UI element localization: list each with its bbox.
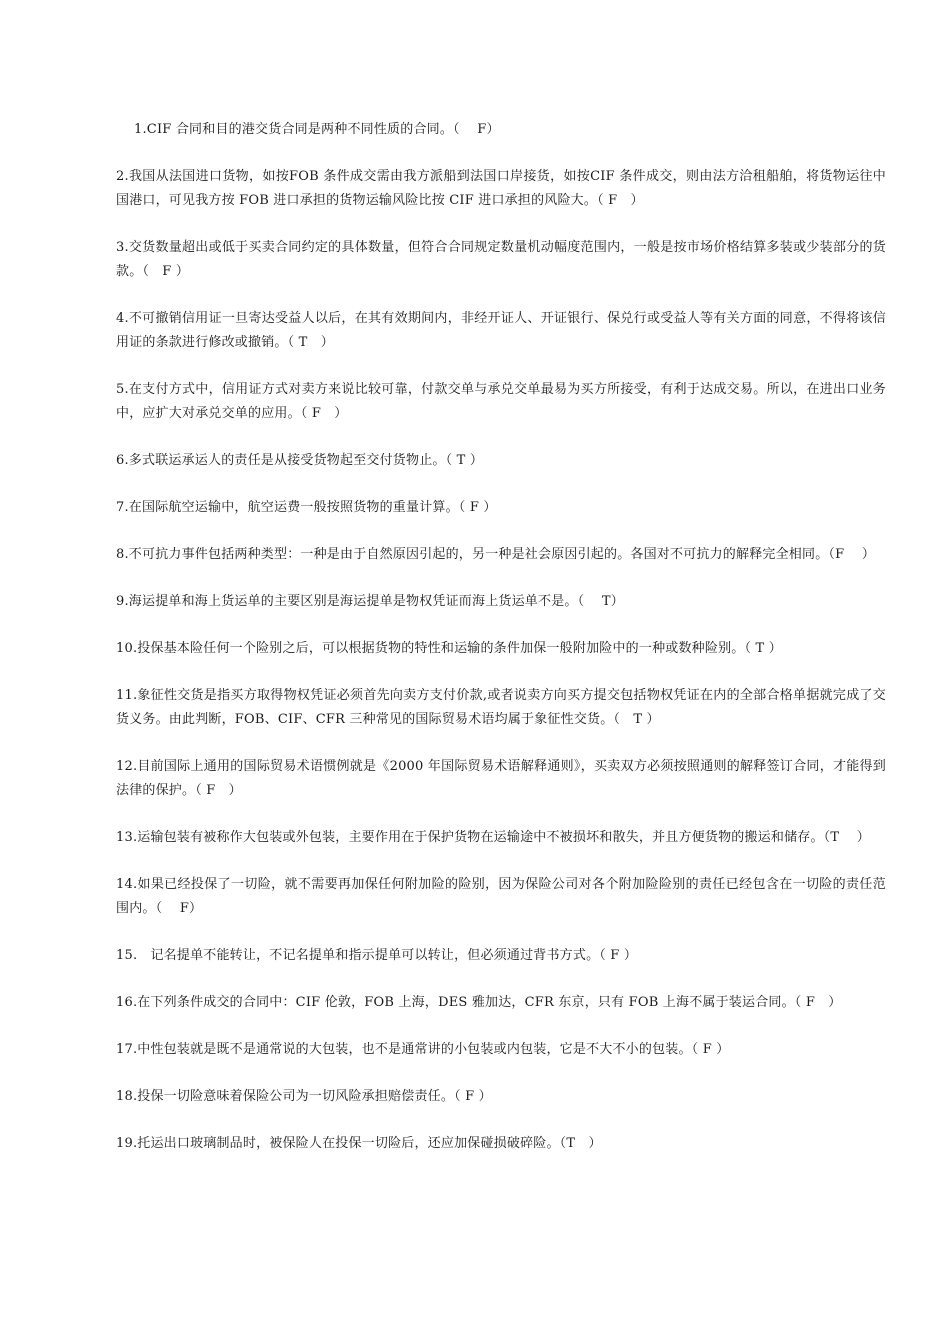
question-7: 7.在国际航空运输中，航空运费一般按照货物的重量计算。（ F ） bbox=[116, 500, 497, 515]
question-16: 16.在下列条件成交的合同中：CIF 伦敦，FOB 上海，DES 雅加达，CFR 东京，只有 FOB 上海不属于装运合同。（ F ） bbox=[116, 995, 842, 1010]
question-1: 1.CIF 合同和目的港交货合同是两种不同性质的合同。（ F） bbox=[134, 122, 500, 137]
question-18: 18.投保一切险意味着保险公司为一切风险承担赔偿责任。（ F ） bbox=[116, 1089, 492, 1104]
question-3: 3.交货数量超出或低于买卖合同约定的具体数量，但符合合同规定数量机动幅度范围内，一般是按市场价格结算多装或少装部分的货款。（ F ） bbox=[116, 240, 886, 279]
question-8: 8.不可抗力事件包括两种类型：一种是由于自然原因引起的，另一种是社会原因引起的。各国对不可抗力的解释完全相同。（F ） bbox=[116, 547, 876, 562]
question-2: 2.我国从法国进口货物，如按FOB 条件成交需由我方派船到法国口岸接货，如按CIF 条件成交，则由法方洽租船舶，将货物运往中国港口，可见我方按 FOB 进口承担的货物运输风险比按 CIF 进口承担的风险大。（ F ） bbox=[116, 169, 886, 208]
question-6: 6.多式联运承运人的责任是从接受货物起至交付货物止。（ T ） bbox=[116, 453, 484, 468]
question-19: 19.托运出口玻璃制品时，被保险人在投保一切险后，还应加保碰损破碎险。（T ） bbox=[116, 1136, 602, 1151]
question-10: 10.投保基本险任何一个险别之后，可以根据货物的特性和运输的条件加保一般附加险中的一种或数种险别。（ T ） bbox=[116, 641, 782, 656]
question-14: 14.如果已经投保了一切险，就不需要再加保任何附加险的险别，因为保险公司对各个附加险险别的责任已经包含在一切险的责任范围内。（ F） bbox=[116, 877, 886, 916]
question-5: 5.在支付方式中，信用证方式对卖方来说比较可靠，付款交单与承兑交单最易为买方所接受，有利于达成交易。所以，在进出口业务中，应扩大对承兑交单的应用。（ F ） bbox=[116, 382, 886, 421]
question-list bbox=[116, 118, 886, 1179]
question-13: 13.运输包装有被称作大包装或外包装，主要作用在于保护货物在运输途中不被损坏和散失，并且方便货物的搬运和储存。（T ） bbox=[116, 830, 870, 845]
question-17: 17.中性包装就是既不是通常说的大包装，也不是通常讲的小包装或内包装，它是不大不小的包装。（ F ） bbox=[116, 1042, 730, 1057]
question-9: 9.海运提单和海上货运单的主要区别是海运提单是物权凭证而海上货运单不是。（ T） bbox=[116, 594, 624, 609]
question-4: 4.不可撤销信用证一旦寄达受益人以后，在其有效期间内，非经开证人、开证银行、保兑行或受益人等有关方面的同意，不得将该信用证的条款进行修改或撤销。（ T ） bbox=[116, 311, 886, 350]
question-15: 15. 记名提单不能转让，不记名提单和指示提单可以转让，但必须通过背书方式。（ F ） bbox=[116, 948, 638, 963]
question-11: 11.象征性交货是指买方取得物权凭证必须首先向卖方支付价款,或者说卖方向买方提交包括物权凭证在内的全部合格单据就完成了交货义务。由此判断，FOB、CIF、CFR 三种常见的国际贸易术语均属于象征性交货。（ T ） bbox=[116, 688, 886, 727]
question-12: 12.目前国际上通用的国际贸易术语惯例就是《2000 年国际贸易术语解释通则》，买卖双方必须按照通则的解释签订合同，才能得到法律的保护。（ F ） bbox=[116, 759, 886, 798]
